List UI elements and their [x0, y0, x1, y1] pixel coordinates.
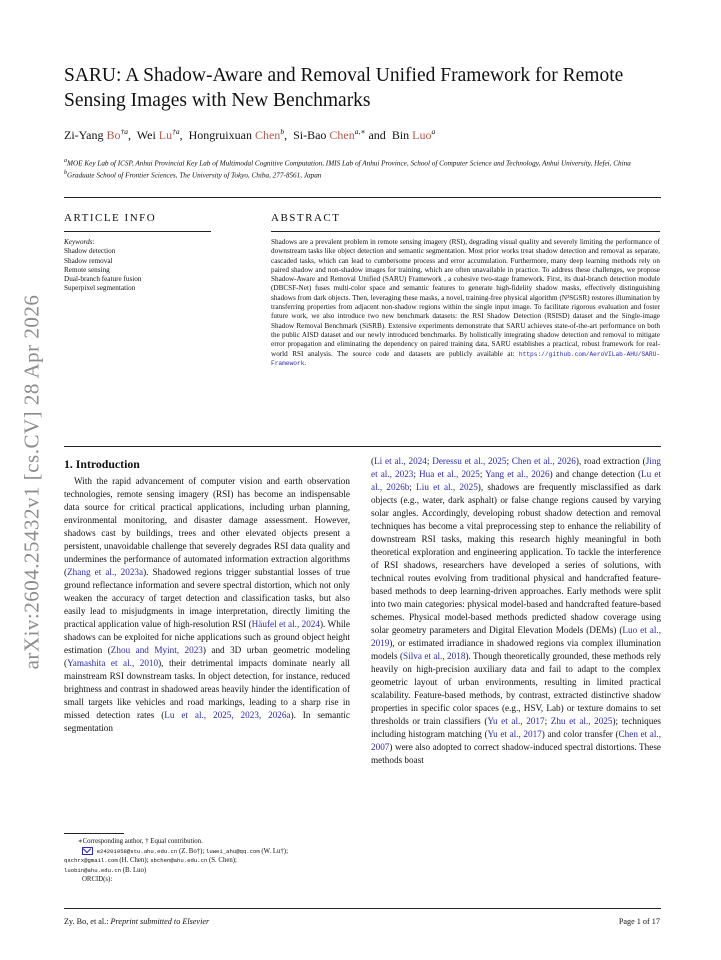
footnote: ∗Corresponding author, † Equal contribution. e24201058@stu.ahu.edu.cn (Z. Bo†); luwei_ahu@qq.com (W. Lu†); qschrx@gmail.com (H. Chen); sbchen@ahu.edu.cn (S. Chen); luobin@ahu.edu.cn (B. Luo) ORCID(s):: [64, 837, 364, 885]
body-text: ;: [544, 716, 551, 726]
citation-link[interactable]: Lu et al., 2026b: [371, 469, 661, 492]
body-text: With the rapid advancement of computer vision and earth observation technologies, remote sensing imagery (RSI) has become an indispensable data source for critical practical applications, including urban planning, environmental monitoring, and disaster damage assessment. However, shadows cast by buildings, trees and other elevated objects present a persistent, unavoidable challenge that severely degrades RSI data quality and undermines the performance of automated information extraction algorithms (: [64, 476, 350, 577]
citation-link[interactable]: Deressu et al., 2025: [432, 456, 507, 466]
citation-link[interactable]: Yang et al., 2026: [485, 469, 550, 479]
citation-link[interactable]: Jing et al., 2023: [371, 456, 662, 479]
code-link[interactable]: https://github.com/AeroVILab-AHU/SARU-Framework: [271, 350, 661, 367]
citation-link[interactable]: Silva et al., 2018: [403, 651, 466, 661]
affiliation-a: $^a$MOE Key Lab of ICSP, Anhui Provincial Key Lab of Multimodal Cognitive Computation, IMIS Lab of Anhui Province, School of Computer Science and Technology, Anhui University, Hefei, China: [64, 158, 631, 168]
email-link[interactable]: sbchen@ahu.edu.cn: [150, 857, 208, 865]
body-text: ;: [413, 469, 420, 479]
footnote-rule: [64, 833, 124, 834]
intro-left-column: [64, 475, 350, 735]
email-link[interactable]: qschrx@gmail.com: [64, 857, 118, 865]
body-text: ); techniques including histogram matching (: [371, 716, 661, 739]
author-3[interactable]: Hongruixuan Chen$^b$: [188, 127, 285, 142]
keywords-label: Keywords: [64, 238, 93, 246]
corresponding-note: ∗Corresponding author, † Equal contribution.: [78, 838, 203, 845]
email-link[interactable]: luobin@ahu.edu.cn: [64, 866, 122, 874]
citation-link[interactable]: Luo et al., 2019: [371, 625, 661, 648]
intro-paragraph-continued: [371, 455, 661, 767]
author-5[interactable]: Bin Luo$^a$: [391, 127, 436, 142]
author-1[interactable]: Zi-Yang Bo$^{\dagger a}$: [64, 127, 128, 142]
author-4[interactable]: Si-Bao Chen$^{a,∗}$: [293, 127, 366, 142]
citation-link[interactable]: Hua et al., 2025: [419, 469, 480, 479]
abstract-body: Shadows are a prevalent problem in remote sensing imagery (RSI), degrading visual quality and severely limiting the performance of downstream tasks like object detection and semantic segmentation. Most prior works treat shadow detection and removal as separate, cascaded tasks, which can lead to cumbersome process and error accumulation. Furthermore, many deep learning methods rely on paired shadow and non-shadow images for training, which are often unavailable in practice. To address these challenges, we propose Shadow-Aware and Removal Unified (SARU) Framework , a cohesive two-stage framework. First, its dual-branch detection module (DBCSF-Net) fuses multi-color space and semantic features to generate high-fidelity shadow masks, effectively distinguishing shadows from dark objects. Then, leveraging these masks, a novel, training-free physical algorithm (N²SGSR) restores illumination by transferring properties from adjacent non-shadow regions within the single input image. To facilitate rigorous evaluation and foster future work, we also introduce two new benchmark datasets: the RSI Shadow Detection (RSISD) dataset and the Single-image Shadow Removal Benchmark (SiSRB). Extensive experiments demonstrate that SARU achieves state-of-the-art performance on both the public AISD dataset and our newly introduced benchmarks. By holistically integrating shadow detection and removal to mitigate error propagation and eliminating the dependency on paired training data, SARU establishes a practical, robust framework for real-world RSI analysis. The source code and datasets are publicly available at: https://github.com/AeroVILab-AHU/SARU-Framework.: [271, 238, 661, 367]
body-text: ;: [506, 456, 512, 466]
citation-link[interactable]: Lu et al., 2025, 2023, 2026a: [164, 710, 291, 720]
body-text: ), road extraction (: [575, 456, 646, 466]
body-text: ;: [409, 482, 417, 492]
citation-link[interactable]: Yu et al., 2017: [487, 716, 545, 726]
affiliation-b: $^b$Graduate School of Frontier Sciences, The University of Tokyo, Chiba, 277-8561, Japan: [64, 170, 322, 180]
arxiv-side-stamp: [16, 262, 48, 702]
citation-link[interactable]: Zhu et al., 2025: [550, 716, 613, 726]
article-info-rule: [64, 231, 211, 232]
body-text: ;: [426, 456, 433, 466]
body-text: ) and color transfer (: [541, 729, 619, 739]
page-number: Page 1 of 17: [618, 917, 660, 926]
citation-link[interactable]: Liu et al., 2025: [416, 482, 478, 492]
body-text: ). In semantic segmentation: [64, 710, 350, 733]
article-info-heading: ARTICLE INFO: [64, 212, 157, 224]
abstract-heading: ABSTRACT: [271, 212, 341, 224]
abstract-bottom-divider: [64, 446, 661, 447]
keyword: Superpixel segmentation: [64, 284, 136, 293]
body-text: ) were also adopted to correct shadow-induced spectral distortions. These methods boast: [371, 742, 661, 765]
body-text: ). While shadows can be exploited for niche applications such as ground object height estimation (: [64, 619, 351, 655]
affiliations: [64, 156, 664, 181]
section-heading: 1. Introduction: [64, 457, 140, 471]
header-divider: [64, 197, 661, 198]
keyword: Shadow detection: [64, 247, 116, 256]
citation-link[interactable]: Chen et al., 2026: [511, 456, 576, 466]
body-text: ) and change detection (: [549, 469, 642, 479]
body-text: ) and 3D urban geometric modeling (: [64, 645, 350, 668]
running-footer: Zy. Bo, et al.: Preprint submitted to Elsevier: [64, 917, 210, 926]
abstract-rule: [271, 231, 660, 232]
body-text: ). Though theoretically grounded, these methods rely heavily on high-precision auxiliary data and fail to adapt to the complex geometric layout of urban environments, resulting in limited practical scalability. Feature-based methods, by contrast, extracted distinctive shadow properties in specific color spaces (e.g., HSV, Lab) or texture domains to set thresholds or train classifiers (: [371, 651, 661, 726]
email-icon: [82, 847, 93, 855]
keyword: Shadow removal: [64, 256, 113, 265]
body-text: ), or estimated irradiance in shadowed regions via complex illumination models (: [371, 638, 661, 661]
body-text: ;: [479, 469, 486, 479]
citation-link[interactable]: Zhang et al., 2023a: [67, 567, 144, 577]
citation-link[interactable]: Yu et al., 2017: [487, 729, 542, 739]
footer-rule: [64, 908, 661, 909]
orcid-label: ORCID(s):: [82, 876, 113, 884]
email-link[interactable]: e24201058@stu.ahu.edu.cn: [96, 847, 178, 855]
body-text: ), their detrimental impacts dominate nearly all mainstream RSI downstream tasks. In object detection, for instance, reduced brightness and contrast in shadowed areas heavily hinder the identification of small targets like vehicles and road markings, leading to a sharp rise in missed detection rates (: [64, 658, 350, 720]
intro-right-column: [371, 455, 661, 767]
email-link[interactable]: luwei_ahu@qq.com: [205, 847, 260, 855]
author-2[interactable]: Wei Lu$^{\dagger a}$: [136, 127, 180, 142]
citation-link[interactable]: Chen et al., 2007: [371, 729, 661, 752]
author-list: Zi-Yang Bo$^{\dagger a}$, Wei Lu$^{\dagger a}$, Hongruixuan Chen$^b$, Si-Bao Chen$^{a,∗}$ and Bin Luo$^a$: [64, 127, 436, 142]
body-text: (: [371, 456, 375, 466]
citation-link[interactable]: Yamashita et al., 2010: [67, 658, 159, 668]
keyword: Remote sensing: [64, 265, 110, 274]
paper-title: SARU: A Shadow-Aware and Removal Unified Framework for Remote Sensing Images with New Benchmarks: [64, 65, 624, 111]
citation-link[interactable]: Häufel et al., 2024: [251, 619, 320, 629]
arxiv-id-text: arXiv:2604.25432v1 [cs.CV] 28 Apr 2026: [19, 294, 44, 670]
body-text: ). Shadowed regions trigger substantial losses of true ground reflectance information and severe spectral distortion, which not only weaken the accuracy of target detection and classification tasks, but also easily lead to misjudgments in image interpretation, directly limiting the practical application value of high-resolution RSI (: [64, 567, 351, 629]
intro-paragraph: [64, 475, 350, 735]
body-text: ), shadows are frequently misclassified as dark objects (e.g., water, dark asphalt) or false change regions caused by varying solar angles. Accordingly, developing robust shadow detection and removal techniques has become a vital preprocessing step to enhance the reliability of downstream RSI tasks, making this research highly meaningful in both theoretical exploration and engineering application. To tackle the interference of RSI shadows, researchers have developed a series of solutions, with technical routes evolving from traditional physical and handcrafted feature-based methods to deep learning-driven approaches. Early methods were split into two main categories: physical model-based and handcrafted feature-based schemes. Physical model-based methods predicted shadow coverage using solar geometry parameters and Digital Elevation Models (DEMs) (: [371, 482, 661, 635]
keywords-block: Keywords: Shadow detection Shadow removal Remote sensing Dual-branch feature fusion Superpixel segmentation: [64, 238, 244, 294]
citation-link[interactable]: Zhou and Myint, 2023: [110, 645, 203, 655]
citation-link[interactable]: Li et al., 2024: [374, 456, 427, 466]
keyword: Dual-branch feature fusion: [64, 275, 142, 284]
